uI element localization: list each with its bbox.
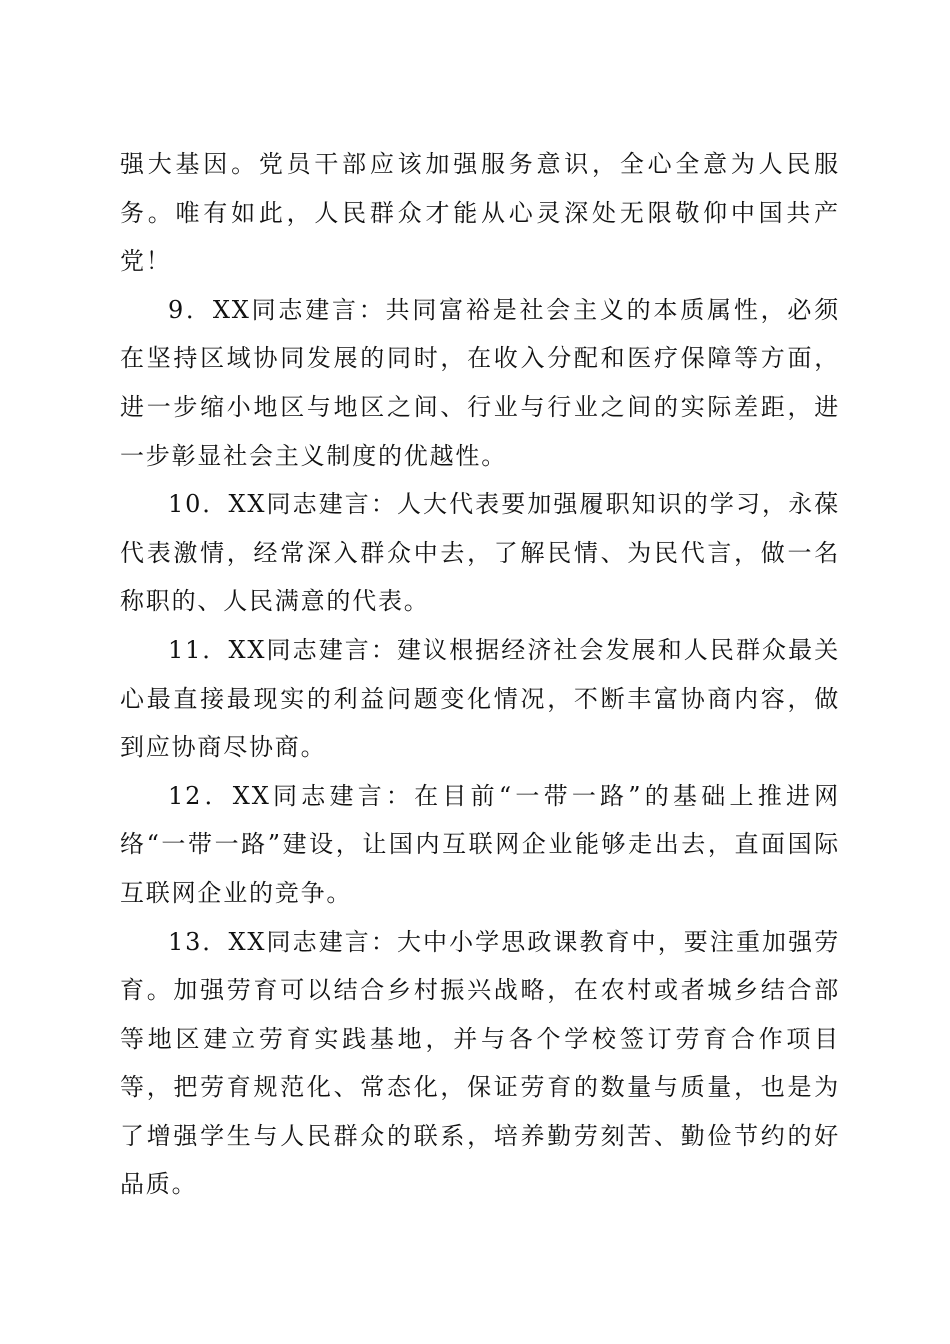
paragraph-item-11: 11．XX同志建言：建议根据经济社会发展和人民群众最关心最直接最现实的利益问题变化情况，不断丰富协商内容，做到应协商尽协商。 — [120, 635, 840, 762]
paragraph-item-10: 10．XX同志建言：人大代表要加强履职知识的学习，永葆代表激情，经常深入群众中去，了解民情、为民代言，做一名称职的、人民满意的代表。 — [120, 490, 840, 616]
paragraph-item-13: 13．XX同志建言：大中小学思政课教育中，要注重加强劳育。加强劳育可以结合乡村振兴战略，在农村或者城乡结合部等地区建立劳育实践基地，并与各个学校签订劳育合作项目等，把劳育规范化、常态化，保证劳育的数量与质量，也是为了增强学生与人民群众的联系，培养勤劳刻苦、勤俭节约的好品质。 — [120, 927, 840, 1199]
paragraph-continuation: 强大基因。党员干部应该加强服务意识，全心全意为人民服务。唯有如此，人民群众才能从心灵深处无限敬仰中国共产党！ — [120, 150, 840, 276]
paragraph-item-9: 9．XX同志建言：共同富裕是社会主义的本质属性，必须在坚持区域协同发展的同时，在收入分配和医疗保障等方面，进一步缩小地区与地区之间、行业与行业之间的实际差距，进一步彰显社会主义制度的优越性。 — [120, 295, 840, 470]
document-body — [120, 140, 840, 1209]
paragraph-item-12: 12．XX同志建言：在目前“一带一路”的基础上推进网络“一带一路”建设，让国内互联网企业能够走出去，直面国际互联网企业的竞争。 — [120, 781, 840, 907]
